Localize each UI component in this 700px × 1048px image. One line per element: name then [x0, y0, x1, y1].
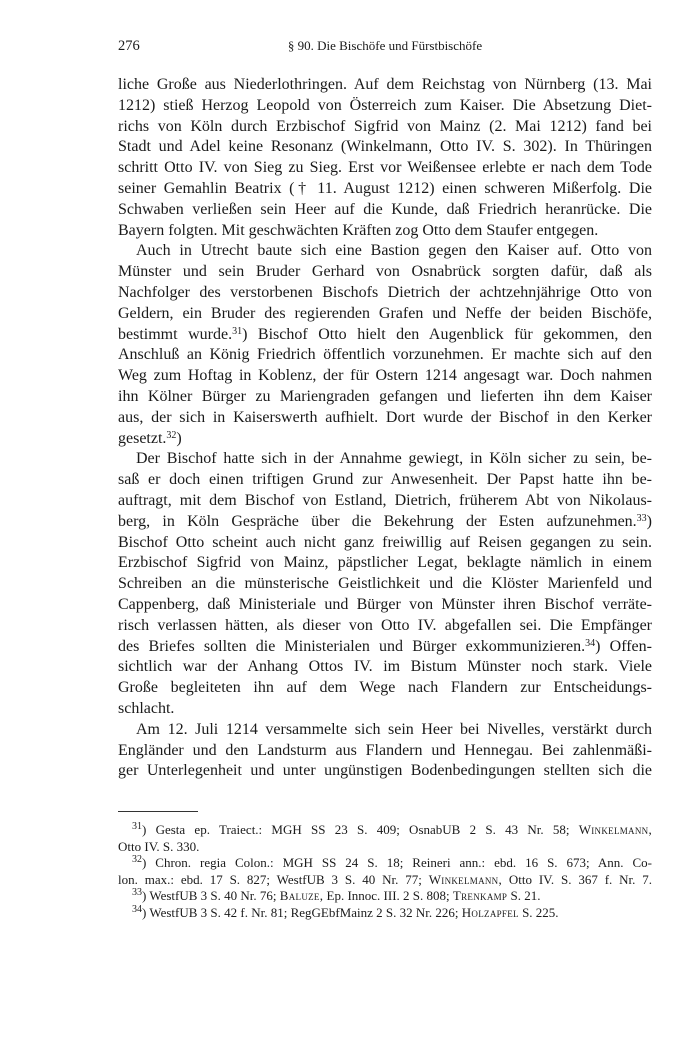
- footnote-number: 32: [132, 855, 142, 865]
- text-line: Bischof Otto scheint auch nicht ganz freiwillig auf Reisen gegangen zu sein.: [118, 533, 652, 551]
- text-line: 1212) stieß Herzog Leopold von Österreich zum Kaiser. Die Absetzung Diet-: [118, 96, 652, 114]
- text-line: Erzbischof Sigfrid von Mainz, päpstlicher Legat, beklagte nämlich in einem: [118, 554, 652, 572]
- author-name: Baluze,: [279, 888, 324, 903]
- text-line: Große begleiteten ihn auf dem Wege nach Flandern zur Entscheidungs-: [118, 679, 652, 697]
- footnote-line: [118, 905, 652, 922]
- text-line: sichtlich war der Anhang Ottos IV. im Bistum Münster noch stark. Viele: [118, 658, 652, 676]
- footnotes: [118, 822, 652, 921]
- text-line: saß er doch einen triftigen Grund zur Anwesenheit. Der Papst hatte ihn be-: [118, 471, 652, 489]
- text-fragment: ): [176, 429, 182, 447]
- footnote-31: [118, 822, 652, 855]
- footnote-text: ) Chron. regia Colon.: MGH SS 24 S. 18; Reineri ann.: ebd. 16 S. 673; Ann. Co-: [142, 855, 652, 870]
- text-line: ihn Kölner Bürger zu Mariengraden gefangen und lieferten ihn dem Kaiser: [118, 387, 652, 405]
- text-line: risch verlassen hätten, als dieser von Otto IV. abgefallen sei. Die Empfänger: [118, 616, 652, 634]
- text-line: liche Große aus Niederlothringen. Auf dem Reichstag von Nürnberg (13. Mai: [118, 76, 652, 93]
- footnote-32: [118, 855, 652, 888]
- footnote-text: ) WestfUB 3 S. 42 f. Nr. 81; RegGEbfMainz 2 S. 32 Nr. 226;: [142, 904, 462, 920]
- text-line: [118, 429, 652, 450]
- text-line: Anschluß an König Friedrich öffentlich vorzunehmen. Er machte sich auf den: [118, 346, 652, 364]
- text-line: Schreiben an die münsterische Geistlichkeit und die Klöster Marienfeld und: [118, 575, 652, 593]
- text-line: Engländer und den Landsturm aus Flandern und Hennegau. Bei zahlenmäßi-: [118, 741, 652, 759]
- text-line: [118, 637, 652, 658]
- footnote-ref-34[interactable]: 34: [585, 637, 596, 649]
- footnote-line: [118, 822, 652, 839]
- text-line: Stadt und Adel keine Resonanz (Winkelmann, Otto IV. S. 302). In Thüringen: [118, 138, 652, 156]
- footnote-ref-32[interactable]: 32: [166, 429, 177, 441]
- text-line: Schwaben verließen sein Heer auf die Kunde, daß Friedrich heranrücke. Die: [118, 200, 652, 218]
- footnote-33: [118, 888, 652, 905]
- footnote-text: S. 21.: [507, 888, 541, 903]
- text-line: schritt Otto IV. von Sieg zu Sieg. Erst vor Weißensee erlebte er nach dem Tode: [118, 159, 652, 177]
- running-head: § 90. Die Bischöfe und Fürstbischöfe: [287, 38, 483, 53]
- text-line: Geldern, ein Bruder des regierenden Grafen und Neffe der beiden Bischöfe,: [118, 304, 652, 322]
- text-line: [118, 325, 652, 346]
- author-name: Holzapfel: [461, 904, 519, 920]
- footnote-number: 33: [132, 887, 142, 898]
- text-line: Nachfolger des verstorbenen Bischofs Dietrich der achtzehnjährige Otto von: [118, 283, 652, 301]
- main-text: [118, 75, 652, 782]
- footnote-divider: [118, 811, 198, 812]
- footnote-line: [118, 888, 652, 905]
- text-line: Auch in Utrecht baute sich eine Bastion gegen den Kaiser auf. Otto von: [136, 242, 652, 260]
- text-line: Münster und sein Bruder Gerhard von Osnabrück sorgten dafür, daß als: [118, 263, 652, 281]
- footnote-line: [118, 872, 652, 889]
- text-line: auftragt, mit dem Bischof von Estland, Dietrich, früherem Abt von Nikolaus-: [118, 491, 652, 509]
- text-line: [118, 512, 652, 533]
- text-line: seiner Gemahlin Beatrix († 11. August 1212) einen schweren Mißerfolg. Die: [118, 179, 652, 197]
- footnote-text: ) WestfUB 3 S. 40 Nr. 76;: [142, 888, 280, 903]
- text-fragment: gesetzt.: [118, 429, 167, 447]
- footnote-text: lon. max.: ebd. 17 S. 827; WestfUB 3 S. 40 Nr. 77;: [118, 871, 429, 887]
- text-line: schlacht.: [118, 699, 175, 717]
- text-line: Weg zum Hoftag in Koblenz, der für Ostern 1214 angesagt war. Doch nahmen: [118, 367, 652, 385]
- footnote-line: Otto IV. S. 330.: [118, 838, 200, 854]
- text-line: Bayern folgten. Mit geschwächten Kräften zog Otto dem Staufer entgegen.: [118, 221, 599, 239]
- page-number: 276: [118, 38, 140, 54]
- text-fragment: ) Bischof Otto hielt den Augenblick für gekommen, den: [242, 325, 652, 343]
- text-fragment: ) Offen-: [595, 637, 652, 655]
- text-line: Am 12. Juli 1214 versammelte sich sein Heer bei Nivelles, verstärkt durch: [136, 720, 652, 738]
- text-fragment: ): [646, 512, 652, 530]
- footnote-34: [118, 905, 652, 922]
- footnote-text: S. 225.: [518, 904, 559, 920]
- author-name: Winkelmann,: [428, 871, 503, 887]
- page-header: [118, 38, 652, 58]
- text-line: aus, der sich in Kaiserswerth aufhielt. Dort wurde der Bischof in den Kerker: [118, 408, 652, 426]
- footnote-text: Ep. Innoc. III. 2 S. 808;: [323, 888, 453, 903]
- author-name: Winkelmann,: [578, 822, 652, 837]
- footnote-number: 34: [132, 903, 142, 915]
- text-line: Der Bischof hatte sich in der Annahme gewiegt, in Köln sicher zu sein, be-: [136, 450, 652, 468]
- footnote-ref-31[interactable]: 31: [232, 325, 243, 337]
- author-name: Trenkamp: [452, 888, 508, 903]
- text-fragment: bestimmt wurde.: [118, 325, 233, 343]
- footnote-ref-33[interactable]: 33: [636, 512, 647, 524]
- text-fragment: des Briefes sollten die Ministerialen und Bürger exkommunizieren.: [118, 637, 586, 655]
- text-line: richs von Köln durch Erzbischof Sigfrid von Mainz (2. Mai 1212) fand bei: [118, 117, 652, 135]
- footnote-text: Otto IV. S. 367 f. Nr. 7.: [502, 871, 652, 887]
- footnote-number: 31: [132, 822, 142, 832]
- text-fragment: berg, in Köln Gespräche über die Bekehrung der Esten aufzunehmen.: [118, 512, 637, 530]
- text-line: ger Unterlegenheit und unter ungünstigen Bodenbedingungen stellten sich die: [118, 762, 652, 780]
- footnote-text: ) Gesta ep. Traiect.: MGH SS 23 S. 409; OsnabUB 2 S. 43 Nr. 58;: [142, 822, 579, 837]
- text-line: Cappenberg, daß Ministeriale und Bürger von Münster ihren Bischof verräte-: [118, 595, 652, 613]
- footnote-line: [118, 855, 652, 872]
